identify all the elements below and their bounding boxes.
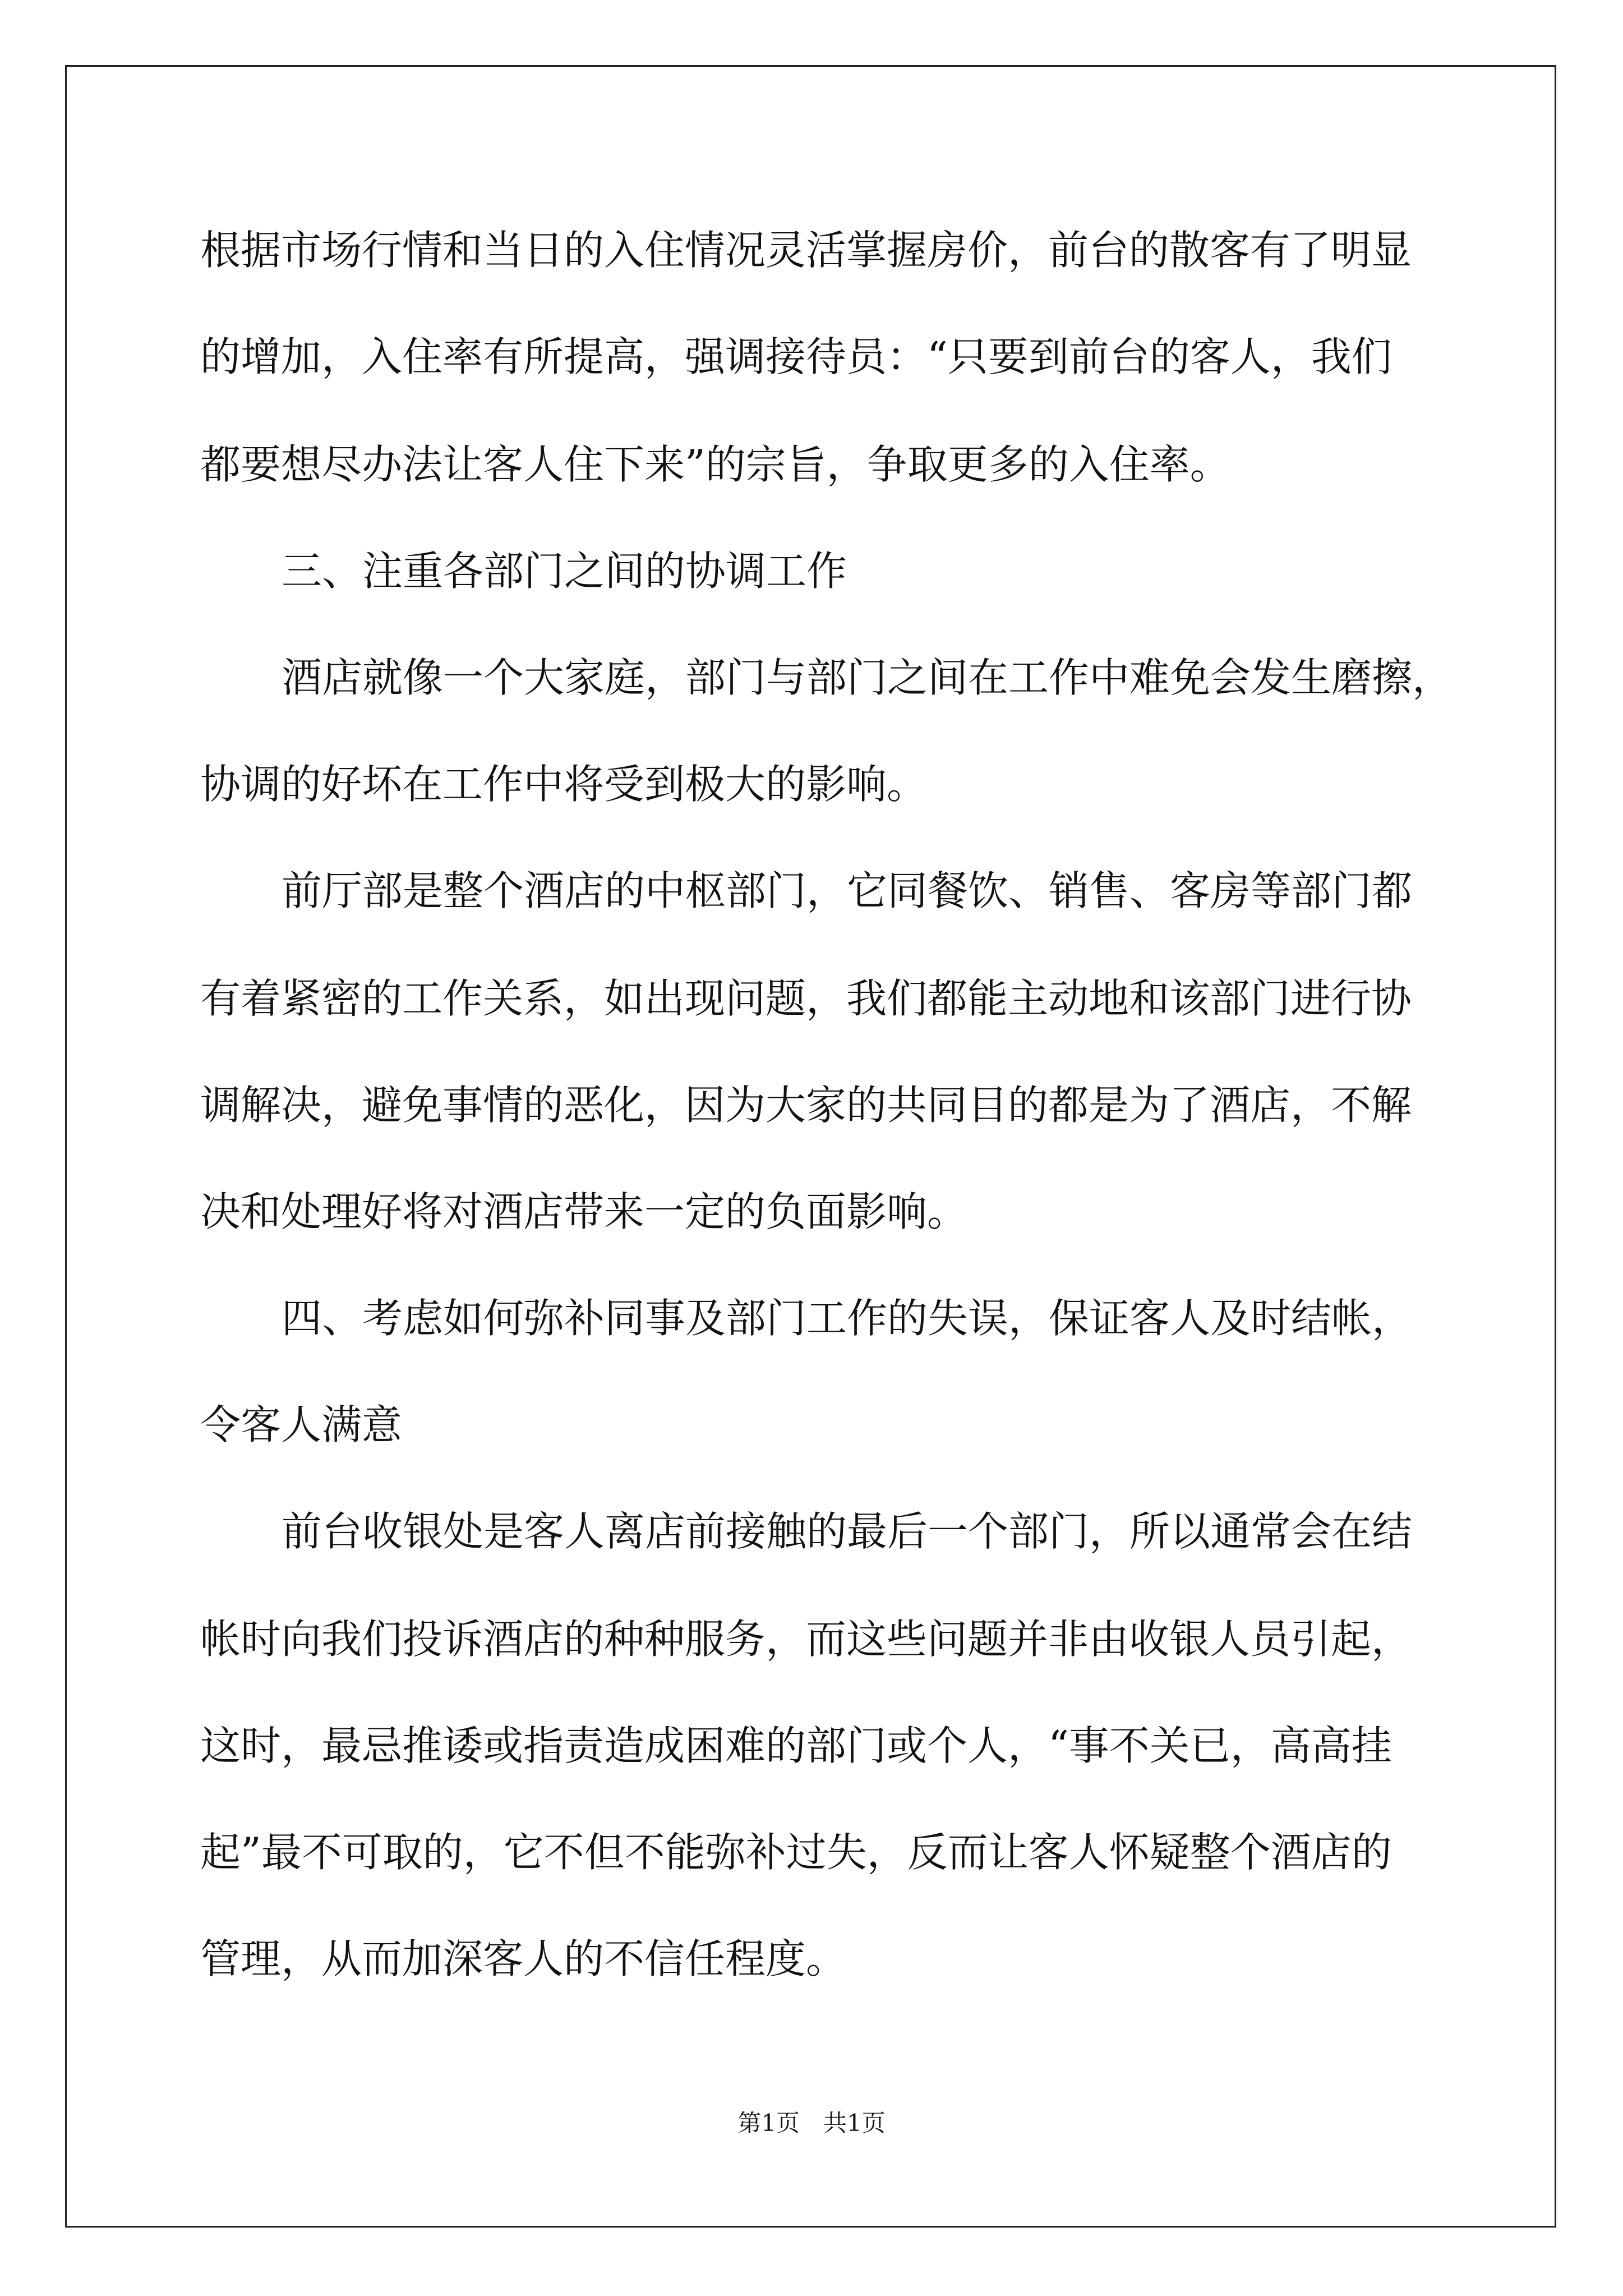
text-line: 决和处理好将对酒店带来一定的负面影响。 [200, 1188, 968, 1235]
section-heading: 三、注重各部门之间的协调工作 [282, 547, 847, 595]
text-line: 协调的好坏在工作中将受到极大的影响。 [200, 761, 928, 808]
section-heading: 令客人满意 [200, 1401, 403, 1448]
text-line: 这时，最忌推诿或指责造成困难的部门或个人，“事不关已，高高挂 [200, 1722, 1392, 1769]
text-line: 帐时向我们投诉酒店的种种服务，而这些问题并非由收银人员引起， [200, 1616, 1412, 1663]
text-line: 起”最不可取的，它不但不能弥补过失，反而让客人怀疑整个酒店的 [200, 1829, 1392, 1876]
text-line: 有着紧密的工作关系，如出现问题，我们都能主动地和该部门进行协 [200, 975, 1412, 1022]
text-line: 根据市场行情和当日的入住情况灵活掌握房价，前台的散客有了明显 [200, 227, 1412, 274]
page-border [65, 65, 1556, 2228]
text-line: 前台收银处是客人离店前接触的最后一个部门，所以通常会在结 [282, 1508, 1413, 1555]
text-line: 的增加，入住率有所提高，强调接待员：“只要到前台的客人，我们 [200, 333, 1392, 380]
text-line: 酒店就像一个大家庭，部门与部门之间在工作中难免会发生磨擦， [282, 654, 1453, 701]
section-heading: 四、考虑如何弥补同事及部门工作的失误，保证客人及时结帐， [282, 1295, 1413, 1342]
page-number-footer: 第1页 共1页 [737, 2109, 886, 2137]
text-line: 管理，从而加深客人的不信任程度。 [200, 1935, 847, 1982]
text-line: 都要想尽办法让客人住下来”的宗旨，争取更多的入住率。 [200, 441, 1230, 488]
text-line: 调解决，避免事情的恶化，因为大家的共同目的都是为了酒店，不解 [200, 1082, 1412, 1129]
text-line: 前厅部是整个酒店的中枢部门，它同餐饮、销售、客房等部门都 [282, 867, 1413, 914]
